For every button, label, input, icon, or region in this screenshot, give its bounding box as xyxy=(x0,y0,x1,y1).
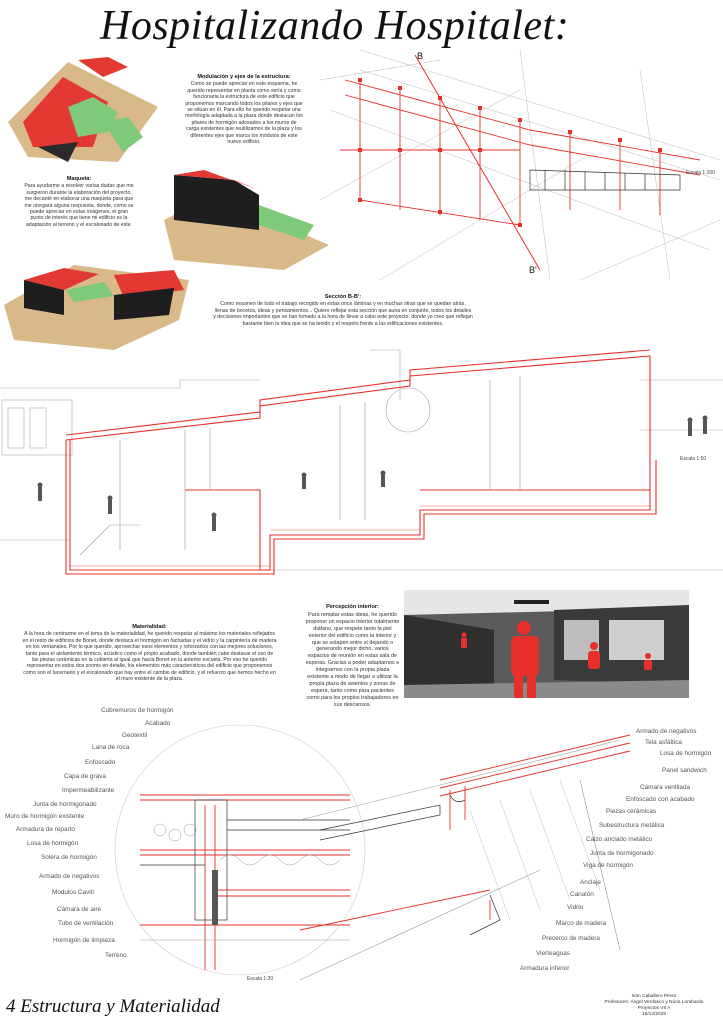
model-photo-middle xyxy=(164,165,334,270)
label-right-17: Armadura inferior xyxy=(520,965,570,972)
label-left-12: Armado de negativos xyxy=(39,873,100,880)
label-left-10: Losa de hormigón xyxy=(27,840,79,847)
label-left-17: Terreno xyxy=(105,952,127,959)
label-left-14: Cámara de aire xyxy=(57,906,102,913)
modulacion-heading: Modulación y ejes de la estructura: xyxy=(197,74,291,80)
seccion-body: Como resumen de todo el trabajo recogido en estas once láminas y en muchas otras que se quedan atrás, llenas de bocetos, ideas y pensamientos... Quiero reflejar esta sección que auna en conjunto, todos los detalles y decisiones importantes que se han tomado a la hora de llevar a cabo este proyecto, donde yo creo que reflejan bastante bien la idea que se ha tenido y el respeto frente a las edificaciones existentes. xyxy=(213,301,473,327)
seccion-heading: Sección B-B': xyxy=(324,294,362,300)
label-right-13: Vidrio xyxy=(567,904,584,911)
label-right-9: Junta de hormigonado xyxy=(590,850,654,857)
maqueta-heading: Maqueta: xyxy=(66,176,92,182)
maqueta-body: Para ayudarme a resolver varias dudas que me surgieron durante la elaboración del proyecto, me decanté en elaborar una maqueta para que me otorgará alguna respuesta, donde, como se puede apreciar en estas imágenes, el gran punto de interés que tiene mi edificio es la adaptación al terreno y el escalonado de este. xyxy=(24,183,134,228)
maqueta-text xyxy=(24,176,134,228)
percepcion-heading: Percepción interior: xyxy=(326,604,379,610)
detail-scale: Escala 1:20 xyxy=(247,976,274,982)
label-left-1: Acabado xyxy=(145,720,171,727)
label-right-14: Marco de madera xyxy=(556,920,607,927)
label-right-16: Vierteaguas xyxy=(536,950,570,957)
percepcion-body: Para rematar estas ideas, he querido proponer un espacio interior totalmente diáfano, que respete tanto la piel exterior del edificio como la interior y que se solapen entre sí dejando o generando mejor dicho, varios espacios de reunión en estas sala de esperas. Gracias a poder adaptarnos e integrarnos con la propia plaza existente a modo de llegar a utilizar la propia plaza de asientos y zonas de espera, tanto como para pacientes como para los propios trabajadores en sus descansos. xyxy=(305,611,400,708)
label-left-9: Armadura de reparto xyxy=(16,826,75,833)
label-right-10: Viga de hormigón xyxy=(583,862,633,869)
structure-plan xyxy=(320,50,720,280)
label-right-2: Losa de hormigón xyxy=(660,750,712,757)
credits-author: Iván Caballero Pérez xyxy=(631,994,677,999)
label-left-0: Cubremuros de hormigón xyxy=(101,707,174,714)
label-left-4: Enfoscado xyxy=(85,759,116,766)
label-right-15: Precerco de madera xyxy=(542,935,600,942)
label-right-11: Anclaje xyxy=(580,879,601,886)
label-left-8: Muro de hormigón existente xyxy=(5,813,85,820)
interior-render xyxy=(404,590,689,698)
label-right-12: Canalón xyxy=(570,891,594,898)
section-mark-b: B xyxy=(417,51,424,61)
label-right-8: Calzo anclado metálico xyxy=(586,836,653,843)
seccion-text xyxy=(213,294,473,327)
label-left-6: Impermeabilizante xyxy=(62,787,115,794)
credits-professors: Profesores: Ángel Verdasco y Núria Lombardo xyxy=(604,1000,704,1005)
label-left-16: Hormigón de limpieza xyxy=(53,937,115,944)
label-right-6: Piezas cerámicas xyxy=(606,808,657,815)
label-right-3: Panel sandwich xyxy=(662,767,707,774)
plan-scale: Escala 1:200 xyxy=(686,170,715,176)
label-right-1: Tela asfáltica xyxy=(645,739,682,746)
credits xyxy=(588,994,720,1018)
percepcion-text xyxy=(305,604,400,709)
label-left-11: Solera de hormigón xyxy=(41,854,97,861)
section-scale: Escala 1:50 xyxy=(680,456,707,462)
section-mark-b-prime: B' xyxy=(529,265,537,275)
label-left-13: Modulos Caviti xyxy=(52,889,94,896)
label-right-0: Armado de negativos xyxy=(636,728,697,735)
model-photo-bottom xyxy=(4,260,194,352)
label-right-5: Enfoscado con acabado xyxy=(626,796,695,803)
modulacion-text xyxy=(185,74,303,145)
label-left-3: Lana de roca xyxy=(92,744,130,751)
page-title: Hospitalizando Hospitalet: xyxy=(100,3,570,49)
model-photo-top xyxy=(8,52,168,164)
label-right-7: Subestructura metálica xyxy=(599,822,665,829)
materialidad-text xyxy=(22,624,277,683)
label-left-15: Tubo de ventilación xyxy=(58,920,114,927)
label-left-7: Junta de hormigonado xyxy=(33,801,97,808)
label-left-2: Geotextil xyxy=(122,732,148,739)
section-drawing xyxy=(0,340,723,585)
footer-title: 4 Estructura y Materialidad xyxy=(6,996,220,1017)
materialidad-heading: Materialidad: xyxy=(132,624,167,630)
materialidad-body: A la hora de centrarme en el tema de la materialidad, he querido respetar al máximo los materiales reflejados en el resto de edificios de Bonet, donde destaca el hormigón en fachadas y el vidrio y la carpintería de madera en los ventanales. Por lo que querido, aprovechar esos elementos y reforzarlos con las mejores soluciones, tanto para el aislamiento térmico, acústico como el propio acabado, donde también cabe destacar el uso de las piezas cerámicas en la cubierta al igual que hacia Bonet en la anterior escuela. Por eso he querido representar en estos dos zooms en detalle, los elementos más característicos del edificio que proponemos como son el lucernario y el escalonado que hay entre el cambio de edificio, y el refuerzo que hemos hecho en el muro existente de la plaza. xyxy=(22,631,277,683)
label-left-5: Capa de grava xyxy=(64,773,106,780)
credits-course: Proyectos VII A xyxy=(637,1006,671,1011)
modulacion-body: Como se puede apreciar en este esquema, he querido representar en planta como sería y como funcionaria la estructura de este edificio que proponemos marcando todos los pilares y ejes que se sitúan en él. Para ello he querido respetar una morfología adaptada a la plaza donde destacan los pilares de hormigón adosados a los muros de carga existentes que reutilizamos de la plaza y los diferentes ejes que marca los módulos de este nuevo edificio. xyxy=(185,81,303,146)
label-right-4: Cámara ventilada xyxy=(640,784,691,791)
credits-date: 16/12/2025 xyxy=(641,1012,666,1017)
